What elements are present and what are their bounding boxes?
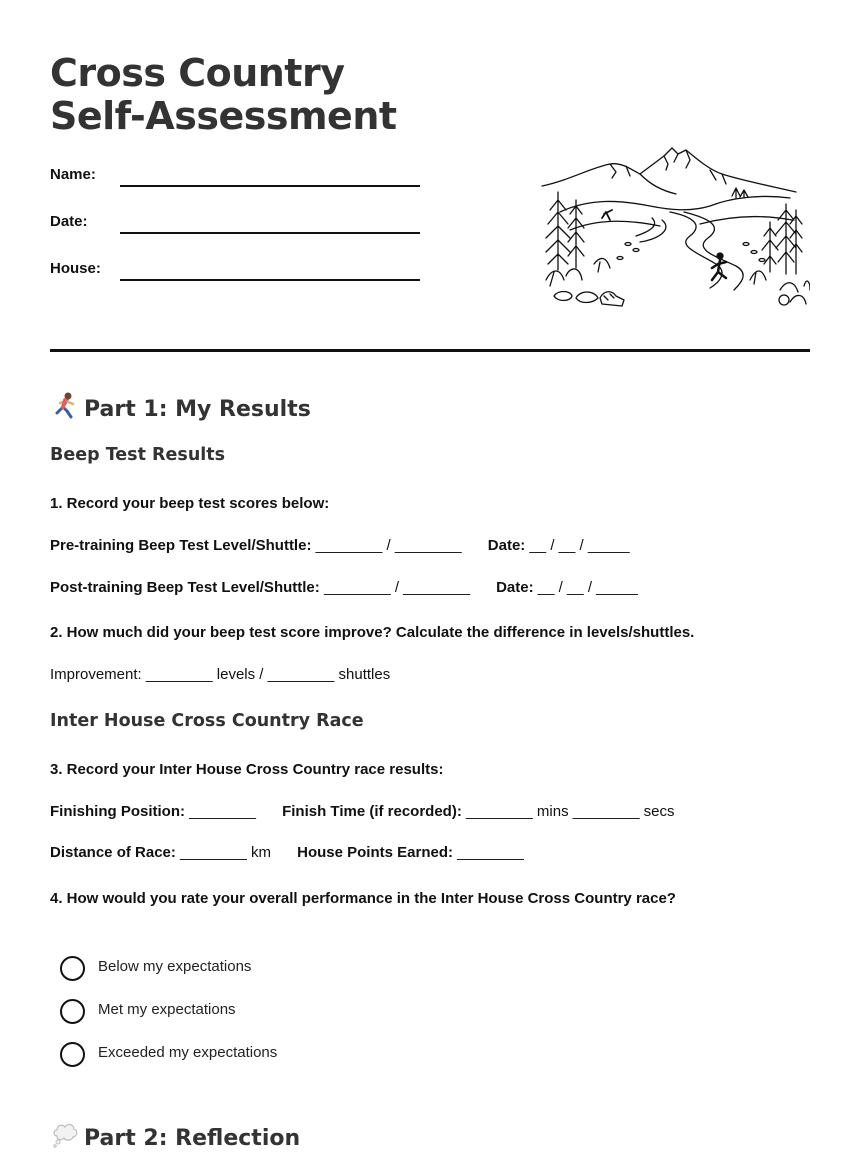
finish-time-label: Finish Time (if recorded): (282, 803, 462, 820)
thought-bubble-icon (50, 1120, 80, 1148)
beep-test-heading: Beep Test Results (50, 445, 226, 465)
rating-option-exceeded[interactable] (60, 1042, 360, 1068)
post-training-blanks[interactable]: ________ / ________ (323, 579, 470, 596)
radio-circle-icon[interactable] (60, 999, 85, 1024)
rating-option-label: Below my expectations (98, 958, 252, 975)
radio-circle-icon[interactable] (60, 1042, 85, 1067)
page-title: Cross Country Self-Assessment (50, 51, 397, 138)
distance-points-row[interactable] (50, 844, 524, 861)
house-points-label: House Points Earned: (297, 844, 453, 861)
rating-option-label: Exceeded my expectations (98, 1044, 278, 1061)
pre-training-label: Pre-training Beep Test Level/Shuttle: (50, 537, 312, 554)
rating-option-below[interactable] (60, 956, 360, 982)
improvement-row[interactable]: Improvement: ________ levels / ________ shuttles (50, 666, 391, 683)
part1-heading-text: Part 1: My Results (84, 397, 311, 422)
house-field[interactable] (50, 260, 420, 290)
header-divider (50, 349, 810, 352)
pre-training-date-blanks[interactable]: __ / __ / _____ (529, 537, 630, 554)
rating-option-label: Met my expectations (98, 1001, 236, 1018)
rating-option-met[interactable] (60, 999, 360, 1025)
name-label: Name: (50, 166, 96, 183)
question-1: 1. Record your beep test scores below: (50, 495, 330, 512)
position-time-row[interactable] (50, 803, 675, 820)
house-label: House: (50, 260, 101, 277)
radio-circle-icon[interactable] (60, 956, 85, 981)
finish-time-blanks[interactable]: ________ mins ________ secs (466, 803, 675, 820)
distance-blank[interactable]: ________ km (180, 844, 271, 861)
date-label: Date: (50, 213, 88, 230)
part2-heading-text: Part 2: Reflection (84, 1126, 301, 1151)
cross-country-landscape-illustration (540, 140, 810, 312)
finishing-position-blank[interactable]: ________ (189, 803, 256, 820)
pre-training-blanks[interactable]: ________ / ________ (315, 537, 462, 554)
question-3: 3. Record your Inter House Cross Country race results: (50, 761, 444, 778)
date-field[interactable] (50, 213, 420, 243)
pre-training-row[interactable] (50, 537, 630, 554)
distance-label: Distance of Race: (50, 844, 176, 861)
name-field[interactable] (50, 166, 420, 196)
house-points-blank[interactable]: ________ (457, 844, 524, 861)
post-training-date-blanks[interactable]: __ / __ / _____ (537, 579, 638, 596)
post-training-date-label: Date: (496, 579, 534, 596)
part1-heading (50, 391, 311, 422)
name-line[interactable] (120, 185, 420, 187)
pre-training-date-label: Date: (487, 537, 526, 554)
part2-heading (50, 1120, 300, 1151)
house-line[interactable] (120, 279, 420, 281)
finishing-position-label: Finishing Position: (50, 803, 185, 820)
date-line[interactable] (120, 232, 420, 234)
question-4: 4. How would you rate your overall performance in the Inter House Cross Country race? (50, 890, 676, 907)
runner-icon (50, 391, 80, 419)
question-2: 2. How much did your beep test score improve? Calculate the difference in levels/shuttles. (50, 624, 695, 641)
race-heading: Inter House Cross Country Race (50, 711, 364, 731)
post-training-label: Post-training Beep Test Level/Shuttle: (50, 579, 320, 596)
post-training-row[interactable] (50, 579, 638, 596)
